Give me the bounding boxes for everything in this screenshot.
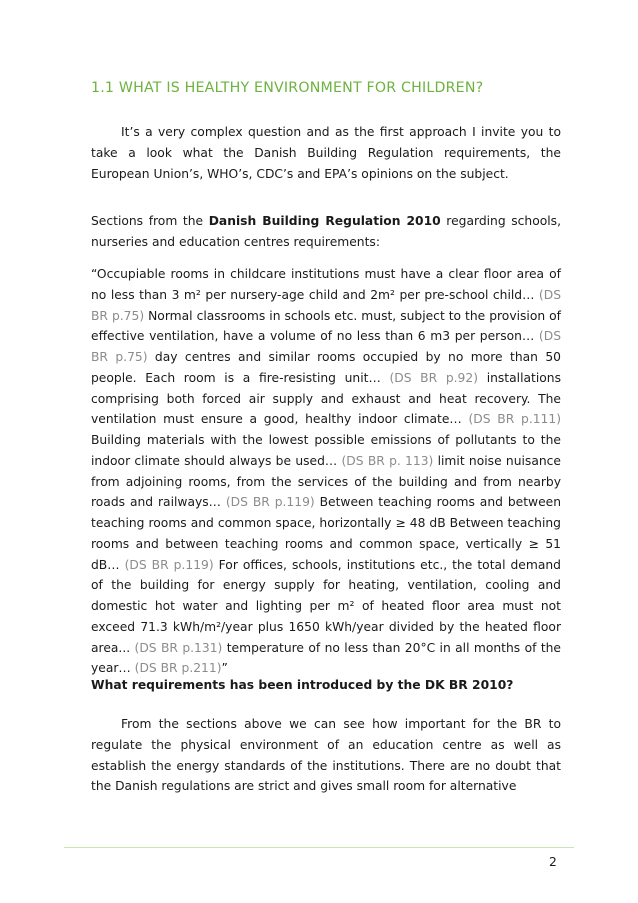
quote-text: For offices, schools, institutions etc., the total demand of the building for energy supply for heating, ventilation, cooling and domestic hot water and lighting per m² of heated floor area must not exceed 71.3 kWh/m²/year plus 1650 kWh/year divided by the heated floor area... bbox=[91, 557, 561, 655]
page-reference: (DS BR p.75) bbox=[91, 287, 561, 323]
quote-text: installations comprising both forced air supply and exhaust and heat recovery. The ventilation must ensure a good, healthy indoor climate… bbox=[91, 370, 561, 427]
quote-text: Between teaching rooms and between teaching rooms and common space, horizontally ≥ 48 dB Between teaching rooms and between teaching rooms and common space, vertically ≥ 51 dB… bbox=[91, 495, 561, 572]
footer-divider bbox=[64, 847, 574, 848]
requirements-heading: What requirements has been introduced by the DK BR 2010? bbox=[91, 678, 514, 692]
quote-text: Normal classrooms in schools etc. must, subject to the provision of effective ventilation, have a volume of no less than 6 m3 per person… bbox=[91, 308, 561, 344]
requirements-paragraph: From the sections above we can see how important for the BR to regulate the physical environment of an education centre as well as establish the energy standards of the institutions. There are no doubt that the Danish regulations are strict and gives small room for alternative bbox=[91, 717, 561, 794]
page-reference: (DS BR p.75) bbox=[91, 329, 561, 364]
quote-text: Building materials with the lowest possible emissions of pollutants to the indoor climate should always be used… bbox=[91, 433, 561, 468]
page-reference: (DS BR p.119) bbox=[225, 495, 315, 510]
quote-text: limit noise nuisance from adjoining rooms, from the services of the building and from nearby roads and railways… bbox=[91, 453, 561, 510]
quote-text: ” bbox=[221, 661, 228, 676]
page-reference: (DS BR p.131) bbox=[134, 640, 223, 655]
page-reference: (DS BR p.119) bbox=[124, 557, 214, 572]
regulation-title: Danish Building Regulation 2010 bbox=[208, 214, 441, 228]
sections-intro-pre: Sections from the bbox=[91, 214, 209, 228]
quote-text: day centres and similar rooms occupied by no more than 50 people. Each room is a fire-resisting unit… bbox=[91, 350, 561, 385]
intro-paragraph: It’s a very complex question and as the first approach I invite you to take a look what the Danish Building Regulation requirements, the European Union’s, WHO’s, CDC’s and EPA’s opinions on the subject. bbox=[91, 125, 561, 181]
regulation-quote-paragraph bbox=[91, 264, 561, 679]
page-reference: (DS BR p.111) bbox=[468, 412, 561, 427]
page-reference: (DS BR p.211) bbox=[134, 661, 222, 676]
sections-intro-paragraph bbox=[91, 211, 561, 253]
page-reference: (DS BR p. 113) bbox=[341, 453, 434, 468]
quote-text: “Occupiable rooms in childcare institutions must have a clear floor area of no less than 3 m² per nursery-age child and 2m² per pre-school child… bbox=[91, 267, 561, 302]
page-reference: (DS BR p.92) bbox=[389, 370, 479, 385]
sections-intro-post: regarding schools, nurseries and education centres requirements: bbox=[91, 214, 561, 249]
quote-text: temperature of no less than 20°C in all months of the year… bbox=[91, 640, 561, 676]
page-number: 2 bbox=[549, 855, 557, 869]
section-heading: 1.1 WHAT IS HEALTHY ENVIRONMENT FOR CHILDREN? bbox=[91, 80, 484, 96]
